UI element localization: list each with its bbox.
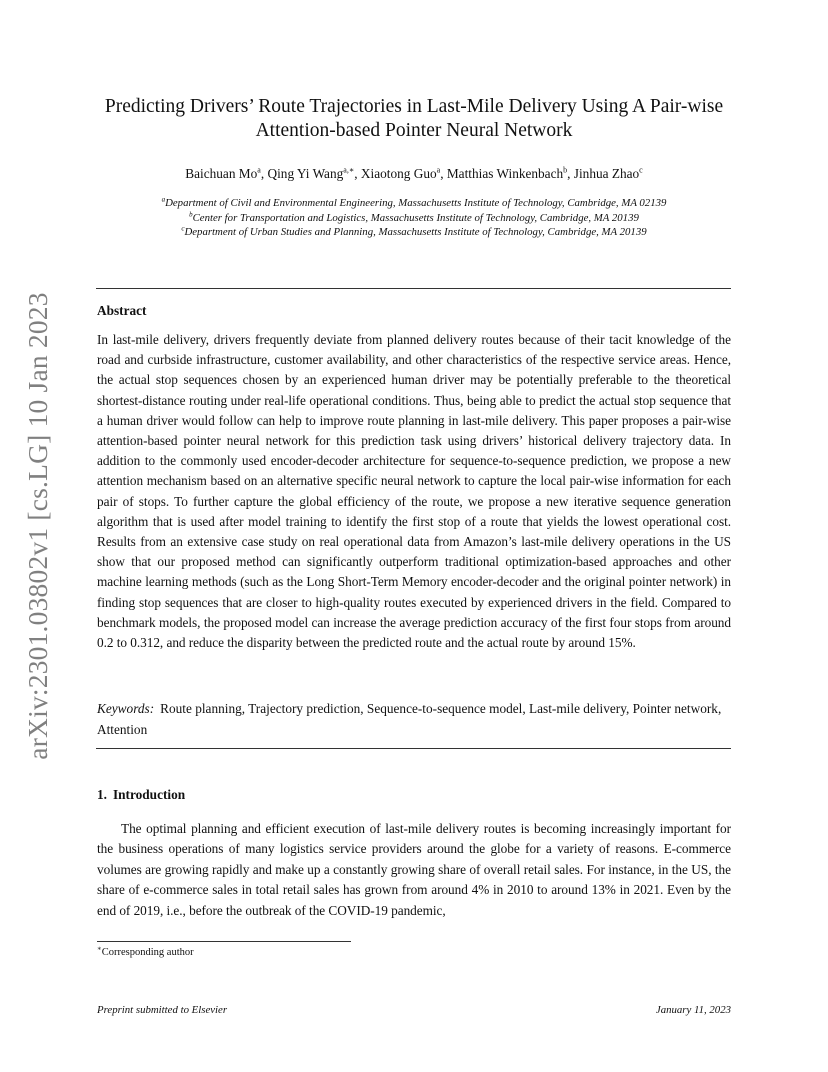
introduction-paragraph: The optimal planning and efficient execution of last-mile delivery routes is becoming increasingly important for the business operations of many logistics service providers around the globe for a variety of reasons. E-commerce volumes are growing rapidly and make up a constantly growing share of overall retail sales. For instance, in the US, the share of e-commerce sales in total retail sales has grown from around 4% in 2010 to around 13% in 2021. Even by the end of 2019, i.e., before the outbreak of the COVID-19 pandemic,: [97, 821, 731, 918]
abstract-text: In last-mile delivery, drivers frequently deviate from planned delivery routes because of their tacit knowledge of the road and curbside infrastructure, customer availability, and other characteristics of the respective service areas. Hence, the actual stop sequences chosen by an experienced human driver may be potentially preferable to the theoretical shortest-distance routing under real-life operational conditions. Thus, being able to predict the actual stop sequence that a human driver would follow can help to improve route planning in last-mile delivery. This paper proposes a pair-wise attention-based pointer neural network for this prediction task using drivers’ historical delivery trajectory data. In addition to the commonly used encoder-decoder architecture for sequence-to-sequence prediction, we propose a new attention mechanism based on an alternative specific neural network to capture the local pair-wise information for each pair of stops. To further capture the global efficiency of the route, we propose a new iterative sequence generation algorithm that is used after model training to identify the first stop of a route that yields the lowest operational cost. Results from an extensive case study on real operational data from Amazon’s last-mile delivery operations in the US show that our proposed method can significantly outperform traditional optimization-based approaches and other machine learning methods (such as the Long Short-Term Memory encoder-decoder and the original pointer network) in finding stop sequences that are closer to high-quality routes executed by experienced drivers in the field. Compared to benchmark models, the proposed model can increase the average prediction accuracy of the first four stops from around 0.2 to 0.312, and reduce the disparity between the predicted route and the actual route by around 15%.: [97, 332, 731, 651]
section-number: 1.: [97, 787, 107, 802]
author: Qing Yi Wang$^{a,∗}$,: [267, 165, 361, 181]
abstract-heading: Abstract: [97, 303, 147, 318]
footnote-mark: ∗: [97, 944, 102, 953]
section-title: Introduction: [112, 787, 186, 802]
footnote-rule: [97, 941, 351, 942]
arxiv-identifier-stamp: [22, 292, 54, 760]
affiliation-mark: c: [639, 165, 643, 175]
affiliation-mark: a,∗: [343, 165, 355, 175]
paper-title: [96, 95, 732, 143]
author: Baichuan Mo$^a$,: [185, 165, 268, 181]
paper-title-line-1: Predicting Drivers’ Route Trajectories in Last-Mile Delivery Using A Pair-wise: [104, 96, 724, 117]
abstract-bottom-rule: [96, 748, 731, 749]
footnote-text: Corresponding author: [101, 947, 194, 958]
affiliation-mark: a: [161, 195, 166, 204]
author-list: [96, 165, 732, 183]
keywords-label: Keywords:: [97, 701, 155, 716]
affiliation-line: $^c$Department of Urban Studies and Planning, Massachusetts Institute of Technology, Cambridge, MA 20139: [181, 224, 647, 239]
affiliation-line: $^a$Department of Civil and Environmental Engineering, Massachusetts Institute of Technology, Cambridge, MA 02139: [161, 195, 667, 209]
arxiv-identifier-text: arXiv:2301.03802v1 [cs.LG] 10 Jan 2023: [22, 292, 53, 760]
author: Jinhua Zhao$^c$: [573, 165, 643, 181]
affiliation-line: $^b$Center for Transportation and Logistics, Massachusetts Institute of Technology, Cambridge, MA 20139: [189, 210, 639, 224]
footer-preprint-note: Preprint submitted to Elsevier: [97, 1004, 228, 1016]
paper-title-line-2: Attention-based Pointer Neural Network: [255, 120, 573, 141]
affiliation-mark: c: [181, 224, 185, 233]
footer-date: January 11, 2023: [655, 1004, 731, 1016]
affiliation-mark: b: [563, 165, 568, 175]
affiliation-mark: a: [257, 165, 261, 175]
keywords: [97, 699, 731, 740]
keywords-text: Route planning, Trajectory prediction, Sequence-to-sequence model, Last-mile delivery, Pointer network, Attention: [97, 701, 722, 737]
author: Xiaotong Guo$^a$,: [360, 165, 447, 181]
footnote: [97, 944, 194, 958]
affiliation-mark: b: [189, 210, 193, 218]
affiliation-mark: a: [436, 165, 441, 175]
author: Matthias Winkenbach$^b$,: [446, 165, 574, 181]
affiliation-list: [96, 196, 732, 240]
section-heading-introduction: [97, 787, 185, 803]
abstract-top-rule: [96, 288, 731, 289]
